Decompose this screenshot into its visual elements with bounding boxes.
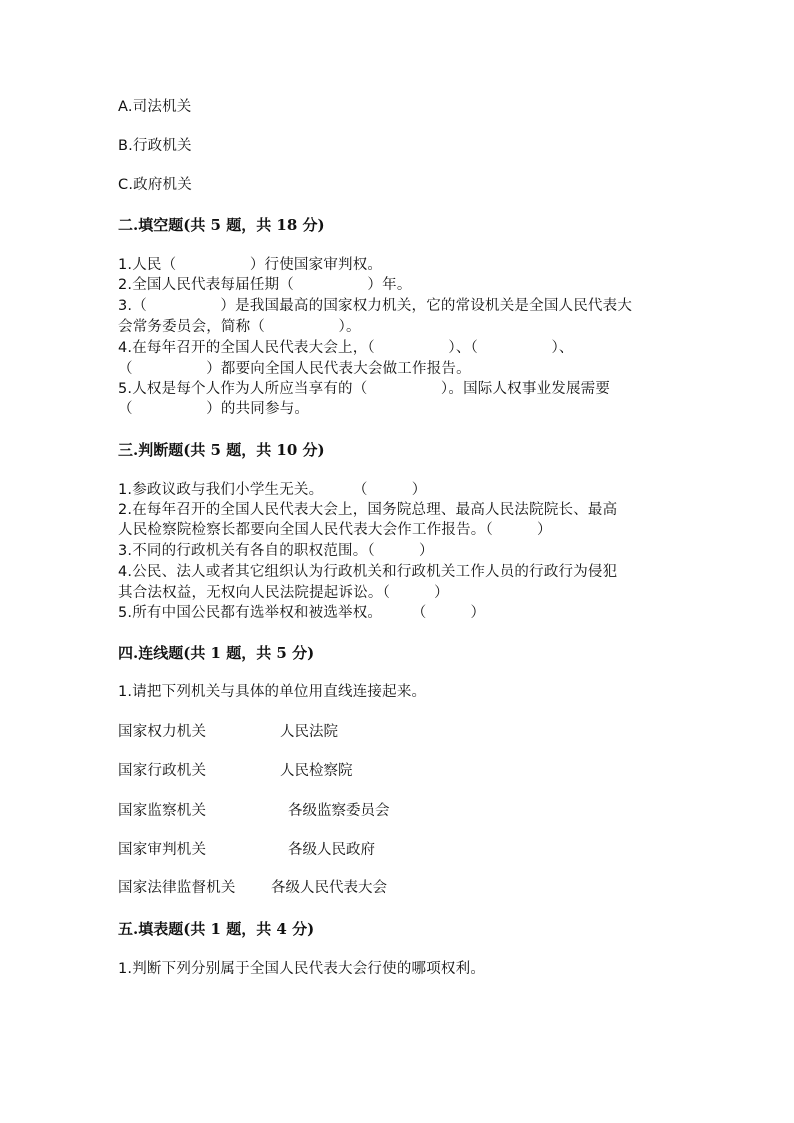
true-false-line: 1.参政议政与我们小学生无关。 （ ）	[118, 482, 427, 498]
true-false-line: 5.所有中国公民都有选举权和被选举权。 （ ）	[118, 605, 486, 621]
matching-left-item: 国家审判机关	[118, 842, 207, 858]
fill-blank-line: 4.在每年召开的全国人民代表大会上，（ ）、（ ）、	[118, 340, 574, 356]
section-heading-matching: 四.连线题(共 1 题，共 5 分)	[118, 644, 315, 662]
section-heading-fill-blank: 二.填空题(共 5 题，共 18 分)	[118, 216, 325, 234]
fill-blank-line: 2.全国人民代表每届任期（ ）年。	[118, 277, 412, 293]
option-b: B.行政机关	[118, 138, 192, 154]
matching-right-item: 各级人民代表大会	[271, 880, 387, 896]
fill-blank-line: （ ）的共同参与。	[118, 401, 310, 417]
option-c: C.政府机关	[118, 177, 192, 193]
option-a: A.司法机关	[118, 99, 192, 115]
fill-blank-line: 会常务委员会，简称（ ）。	[118, 319, 361, 335]
true-false-line: 2.在每年召开的全国人民代表大会上，国务院总理、最高人民法院院长、最高	[118, 502, 618, 518]
matching-left-item: 国家法律监督机关	[118, 880, 236, 896]
matching-right-item: 各级人民政府	[288, 842, 375, 858]
true-false-line: 人民检察院检察长都要向全国人民代表大会作工作报告。（ ）	[118, 522, 552, 538]
fill-blank-line: 3.（ ）是我国最高的国家权力机关，它的常设机关是全国人民代表大	[118, 298, 633, 314]
matching-right-item: 人民法院	[280, 724, 338, 740]
true-false-line: 4.公民、法人或者其它组织认为行政机关和行政机关工作人员的行政行为侵犯	[118, 564, 618, 580]
table-question: 1.判断下列分别属于全国人民代表大会行使的哪项权利。	[118, 961, 486, 977]
fill-blank-line: （ ）都要向全国人民代表大会做工作报告。	[118, 361, 471, 377]
fill-blank-line: 1.人民（ ）行使国家审判权。	[118, 257, 383, 273]
fill-blank-line: 5.人权是每个人作为人所应当享有的（ ）。国际人权事业发展需要	[118, 381, 611, 397]
matching-left-item: 国家行政机关	[118, 763, 207, 779]
matching-right-item: 各级监察委员会	[288, 803, 390, 819]
true-false-line: 其合法权益，无权向人民法院提起诉讼。（ ）	[118, 585, 449, 601]
matching-left-item: 国家权力机关	[118, 724, 207, 740]
matching-right-item: 人民检察院	[280, 763, 353, 779]
matching-question: 1.请把下列机关与具体的单位用直线连接起来。	[118, 684, 427, 700]
true-false-line: 3.不同的行政机关有各自的职权范围。（ ）	[118, 543, 434, 559]
matching-left-item: 国家监察机关	[118, 803, 207, 819]
section-heading-table: 五.填表题(共 1 题，共 4 分)	[118, 920, 315, 938]
section-heading-true-false: 三.判断题(共 5 题，共 10 分)	[118, 441, 325, 459]
